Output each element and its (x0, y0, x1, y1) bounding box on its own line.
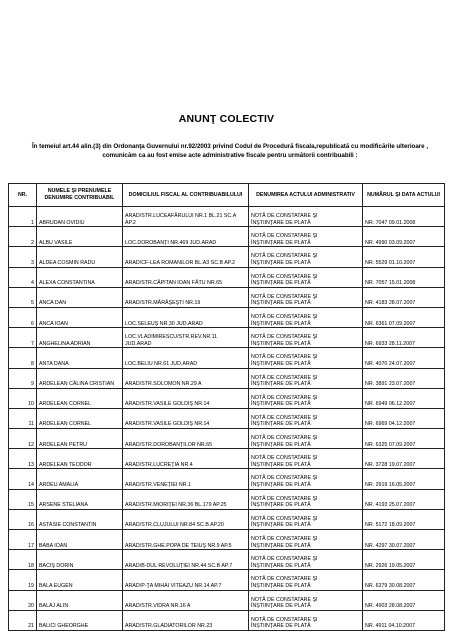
act-line-2: ÎNŞTIINŢARE DE PLATĂ (251, 219, 311, 226)
act-line-1: NOTĂ DE CONSTATARE ŞI (251, 313, 318, 320)
act-line-1: NOTĂ DE CONSTATARE ŞI (251, 455, 318, 462)
address-line-1 (125, 455, 246, 462)
act-number-date: NR. 7057 15.01.2008 (363, 267, 445, 287)
table-row (9, 469, 445, 489)
contributor-name: BALICI GHEORGHE (37, 610, 123, 630)
act-name (249, 267, 363, 287)
row-number: 20 (9, 590, 37, 610)
act-number-date: NR. 6969 04.12.2007 (363, 408, 445, 428)
fiscal-address (123, 368, 249, 388)
table-row (9, 489, 445, 509)
address-line-1 (125, 617, 246, 624)
fiscal-address (123, 247, 249, 267)
act-name (249, 509, 363, 529)
act-name (249, 449, 363, 469)
act-number-date: NR. 4297 30.07.2007 (363, 530, 445, 550)
address-line-1 (125, 536, 246, 543)
act-line-2: ÎNŞTIINŢARE DE PLATĂ (251, 582, 311, 589)
act-line-1: NOTĂ DE CONSTATARE ŞI (251, 273, 318, 280)
act-line-1: NOTĂ DE CONSTATARE ŞI (251, 334, 318, 341)
act-number-date: NR. 4903 28.08.2007 (363, 590, 445, 610)
fiscal-address (123, 489, 249, 509)
table-row (9, 368, 445, 388)
fiscal-address (123, 287, 249, 307)
address-line-1 (125, 475, 246, 482)
row-number: 21 (9, 610, 37, 630)
fiscal-address (123, 267, 249, 287)
header-number: NUMĂRUL ŞI DATA ACTULUI (363, 184, 445, 207)
act-line-1: NOTĂ DE CONSTATARE ŞI (251, 536, 318, 542)
row-number: 11 (9, 408, 37, 428)
address-line-1 (125, 435, 246, 442)
act-number-date: NR. 6379 30.08.2007 (363, 570, 445, 590)
table-row (9, 207, 445, 227)
address-line-1 (125, 375, 246, 382)
act-line-2: ÎNŞTIINŢARE DE PLATĂ (251, 441, 311, 448)
contributor-name: ASTASIE CONSTANTIN (37, 509, 123, 529)
act-line-2: ÎNŞTIINŢARE DE PLATĂ (251, 623, 311, 630)
act-line-1: NOTĂ DE CONSTATARE ŞI (251, 475, 318, 482)
act-name (249, 590, 363, 610)
act-line-1: NOTĂ DE CONSTATARE ŞI (251, 596, 318, 603)
act-name (249, 610, 363, 630)
contributor-name: ANTA DANA (37, 348, 123, 368)
act-name (249, 287, 363, 307)
act-line-1: NOTĂ DE CONSTATARE ŞI (251, 213, 318, 219)
contributor-name: ARSENE STELIANA (37, 489, 123, 509)
fiscal-address (123, 227, 249, 247)
act-number-date: NR. 2919 16.05.2007 (363, 469, 445, 489)
address-line-1: LOC.VLADIMIRESCU/STR.REV.NR.11 (125, 334, 218, 341)
fiscal-address (123, 449, 249, 469)
contributor-name: ANCA DAN (37, 287, 123, 307)
contributor-name: BABA IOAN (37, 530, 123, 550)
act-name (249, 550, 363, 570)
act-number-date: NR. 5172 18.09.2007 (363, 509, 445, 529)
fiscal-address (123, 509, 249, 529)
act-number-date: NR. 4990 03.09.2007 (363, 227, 445, 247)
act-name (249, 207, 363, 227)
address-line-1 (125, 354, 246, 361)
address-line-1 (125, 556, 246, 563)
row-number: 8 (9, 348, 37, 368)
act-number-date: NR. 3728 19.07.2007 (363, 449, 445, 469)
row-number: 13 (9, 449, 37, 469)
address-line-2: ARAD/STR.DOROBANŢILOR NR.65 (125, 441, 213, 448)
address-line-2: JUD.ARAD (125, 340, 152, 347)
table-row (9, 550, 445, 570)
table-row (9, 530, 445, 550)
act-line-2: ÎNŞTIINŢARE DE PLATĂ (251, 340, 311, 347)
header-act: DENUMIREA ACTULUI ADMINISTRATIV (249, 184, 363, 207)
row-number: 14 (9, 469, 37, 489)
address-line-2: ARAD/STR.GHE.POPA DE TEIUŞ NR.9 AP.5 (125, 542, 232, 549)
table-row (9, 388, 445, 408)
act-line-2: ÎNŞTIINŢARE DE PLATĂ (251, 401, 311, 408)
row-number: 10 (9, 388, 37, 408)
act-line-1: NOTĂ DE CONSTATARE ŞI (251, 515, 318, 522)
intro-paragraph: În temeiul art.44 alin.(3) din Ordonanţa Guvernului nr.92/2003 privind Codul de Procedură fiscala,republicată cu modificările ulterioare , comunicăm ca au fost emise acte administrative fiscale pentru următorii contribuabili : (31, 143, 429, 159)
act-name (249, 429, 363, 449)
table-row (9, 408, 445, 428)
act-name (249, 247, 363, 267)
act-number-date: NR. 6949 06.12.2007 (363, 388, 445, 408)
address-line-2: ARAD/STR.VIDRA NR.16 A (125, 603, 191, 610)
table-row (9, 307, 445, 327)
act-line-2: ÎNŞTIINŢARE DE PLATĂ (251, 300, 311, 307)
row-number: 5 (9, 287, 37, 307)
act-name (249, 227, 363, 247)
table-body (9, 207, 445, 631)
row-number: 16 (9, 509, 37, 529)
address-line-1 (125, 415, 246, 422)
address-line-2: LOC.BELIU NR.61 JUD.ARAD (125, 360, 198, 367)
fiscal-address (123, 408, 249, 428)
act-line-1: NOTĂ DE CONSTATARE ŞI (251, 354, 318, 361)
contributor-name: BALA EUGEN (37, 570, 123, 590)
act-number-date: NR. 5529 01.10.2007 (363, 247, 445, 267)
address-line-2: ARAD/STR.CĂPITAN IOAN FĂTU NR.65 (125, 280, 223, 287)
act-line-2: ÎNŞTIINŢARE DE PLATĂ (251, 603, 311, 610)
row-number: 1 (9, 207, 37, 227)
table-header-row (9, 184, 445, 207)
act-name (249, 408, 363, 428)
address-line-1 (125, 496, 246, 503)
contributor-name: ARDELEAN TEODOR (37, 449, 123, 469)
table-row (9, 449, 445, 469)
act-line-1: NOTĂ DE CONSTATARE ŞI (251, 394, 318, 401)
contributor-name: ALEXA CONSTANTINA (37, 267, 123, 287)
table-row (9, 429, 445, 449)
row-number: 6 (9, 307, 37, 327)
table-row (9, 509, 445, 529)
address-line-1 (125, 395, 246, 402)
row-number: 9 (9, 368, 37, 388)
address-line-2: ARAD/B-DUL REVOLUŢIEI NR.44 SC.B AP.7 (125, 562, 233, 569)
act-line-2: ÎNŞTIINŢARE DE PLATĂ (251, 461, 311, 468)
address-line-2: ARAD/CF-LEA ROMANILOR BL.A3 SC.B AP.2 (125, 259, 235, 266)
act-name (249, 388, 363, 408)
act-line-2: ÎNŞTIINŢARE DE PLATĂ (251, 259, 311, 266)
fiscal-address (123, 530, 249, 550)
act-line-2: ÎNŞTIINŢARE DE PLATĂ (251, 542, 311, 549)
act-line-1: NOTĂ DE CONSTATARE ŞI (251, 576, 318, 583)
row-number: 12 (9, 429, 37, 449)
act-name (249, 469, 363, 489)
table-row (9, 610, 445, 630)
act-line-1: NOTĂ DE CONSTATARE ŞI (251, 253, 318, 260)
address-line-2: ARAD/STR.LUCREŢIA NR.4 (125, 461, 193, 468)
act-number-date: NR. 4911 04.10.2007 (363, 610, 445, 630)
address-line-1 (125, 233, 246, 240)
address-line-1 (125, 314, 246, 321)
act-line-2: ÎNŞTIINŢARE DE PLATĂ (251, 360, 311, 367)
act-name (249, 328, 363, 348)
address-line-2: ARAD/STR.CLUJULUI NR.84 SC.B AP.20 (125, 522, 224, 529)
fiscal-address (123, 570, 249, 590)
address-line-1 (125, 597, 246, 604)
address-line-2: LOC.SELEUŞ NR.30 JUD.ARAD (125, 320, 203, 327)
table-row (9, 287, 445, 307)
act-line-1: NOTĂ DE CONSTATARE ŞI (251, 293, 318, 300)
act-line-1: NOTĂ DE CONSTATARE ŞI (251, 556, 318, 563)
act-line-2: ÎNŞTIINŢARE DE PLATĂ (251, 421, 311, 428)
contributor-name: ALDEA COSMIN RADU (37, 247, 123, 267)
contributor-name: ARDEU AMALIA (37, 469, 123, 489)
address-line-1 (125, 516, 246, 523)
fiscal-address (123, 307, 249, 327)
contributor-name: ALBU VASILE (37, 227, 123, 247)
act-line-2: ÎNŞTIINŢARE DE PLATĂ (251, 562, 311, 569)
fiscal-address (123, 610, 249, 630)
act-line-1: NOTĂ DE CONSTATARE ŞI (251, 374, 318, 381)
act-line-1: NOTĂ DE CONSTATARE ŞI (251, 495, 318, 502)
contributor-name: BALAJ ALIN (37, 590, 123, 610)
act-line-2: ÎNŞTIINŢARE DE PLATĂ (251, 482, 311, 489)
act-line-2: ÎNŞTIINŢARE DE PLATĂ (251, 320, 311, 327)
contributor-name: ANGHELINA ADRIAN (37, 328, 123, 348)
act-number-date: NR. 6933 28.11.2007 (363, 328, 445, 348)
act-line-2: ÎNŞTIINŢARE DE PLATĂ (251, 239, 311, 246)
act-number-date: NR. 6361 07.09.2007 (363, 307, 445, 327)
act-number-date: NR. 3891 23.07.2007 (363, 368, 445, 388)
address-line-2: ARAD/STR.MIORIŢEI NR.36 BL.179 AP.25 (125, 502, 227, 509)
fiscal-address (123, 348, 249, 368)
address-line-2: ARAD/STR.VASILE GOLDIŞ NR.14 (125, 401, 210, 408)
contributors-table (8, 183, 445, 631)
row-number: 7 (9, 328, 37, 348)
fiscal-address (123, 328, 249, 348)
fiscal-address (123, 590, 249, 610)
act-line-1: NOTĂ DE CONSTATARE ŞI (251, 233, 318, 240)
document-title: ANUNŢ COLECTIV (178, 113, 275, 125)
act-number-date: NR. 4070 24.07.2007 (363, 348, 445, 368)
address-line-1 (125, 576, 246, 583)
row-number: 2 (9, 227, 37, 247)
header-name: NUMELE ŞI PRENUMELE DENUMIRE CONTRIBUABIL (37, 184, 123, 207)
contributor-name: ARDELEAN CORNEL (37, 408, 123, 428)
act-line-1: NOTĂ DE CONSTATARE ŞI (251, 616, 318, 623)
address-line-2: ARAD/STR.VENEŢIEI NR.1 (125, 482, 191, 489)
address-line-1 (125, 253, 246, 260)
row-number: 18 (9, 550, 37, 570)
fiscal-address (123, 429, 249, 449)
act-number-date: NR. 6325 07.09.2007 (363, 429, 445, 449)
contributor-name: ANCA IOAN (37, 307, 123, 327)
address-line-1: ARAD/STR.LUCEAFĂRULUI NR.1 BL.21 SC.A (125, 213, 237, 219)
contributor-name: ARDELEAN CORNEL (37, 388, 123, 408)
contributor-name: BACIŞ DORIN (37, 550, 123, 570)
contributor-name: ARDELEAN CĂLINA CRISTIAN (37, 368, 123, 388)
table-row (9, 328, 445, 348)
act-line-1: NOTĂ DE CONSTATARE ŞI (251, 435, 318, 442)
act-name (249, 530, 363, 550)
act-line-2: ÎNŞTIINŢARE DE PLATĂ (251, 381, 311, 388)
address-line-2: AP.2 (125, 219, 136, 226)
address-line-2: ARAD/STR.MĂRĂŞEŞTI NR.19 (125, 300, 201, 307)
table-row (9, 590, 445, 610)
contributor-name: ABRUDAN OVIDIU (37, 207, 123, 227)
fiscal-address (123, 469, 249, 489)
act-number-date: NR. 4183 28.07.2007 (363, 287, 445, 307)
header-address: DOMICILIUL FISCAL AL CONTRIBUABILULUI (123, 184, 249, 207)
row-number: 19 (9, 570, 37, 590)
act-number-date: NR. 2926 19.05.2007 (363, 550, 445, 570)
contributor-name: ARDELEAN PETRU (37, 429, 123, 449)
act-name (249, 570, 363, 590)
table-row (9, 267, 445, 287)
address-line-2: ARAD/STR.VASILE GOLDIŞ NR.14 (125, 421, 210, 428)
act-line-1: NOTĂ DE CONSTATARE ŞI (251, 414, 318, 421)
address-line-2: ARAD/STR.SOLOMON NR.29 A (125, 381, 202, 388)
address-line-2: ARAD/STR.GLADIATORILOR NR.23 (125, 623, 213, 630)
act-number-date: NR. 7047 09.01.2008 (363, 207, 445, 227)
table-row (9, 570, 445, 590)
header-nr: NR. (9, 184, 37, 207)
address-line-2: ARAD/P-ŢA MIHAI VITEAZU NR.14 AP.7 (125, 582, 222, 589)
act-line-2: ÎNŞTIINŢARE DE PLATĂ (251, 522, 311, 529)
row-number: 4 (9, 267, 37, 287)
table-row (9, 247, 445, 267)
table-row (9, 348, 445, 368)
table-row (9, 227, 445, 247)
row-number: 17 (9, 530, 37, 550)
act-number-date: NR. 4193 25.07.2007 (363, 489, 445, 509)
row-number: 3 (9, 247, 37, 267)
act-name (249, 489, 363, 509)
act-line-2: ÎNŞTIINŢARE DE PLATĂ (251, 280, 311, 287)
address-line-2: LOC.DOROBANŢI NR.469 JUD.ARAD (125, 239, 217, 246)
act-name (249, 368, 363, 388)
fiscal-address (123, 207, 249, 227)
act-name (249, 348, 363, 368)
fiscal-address (123, 550, 249, 570)
act-line-2: ÎNŞTIINŢARE DE PLATĂ (251, 502, 311, 509)
fiscal-address (123, 388, 249, 408)
act-name (249, 307, 363, 327)
row-number: 15 (9, 489, 37, 509)
